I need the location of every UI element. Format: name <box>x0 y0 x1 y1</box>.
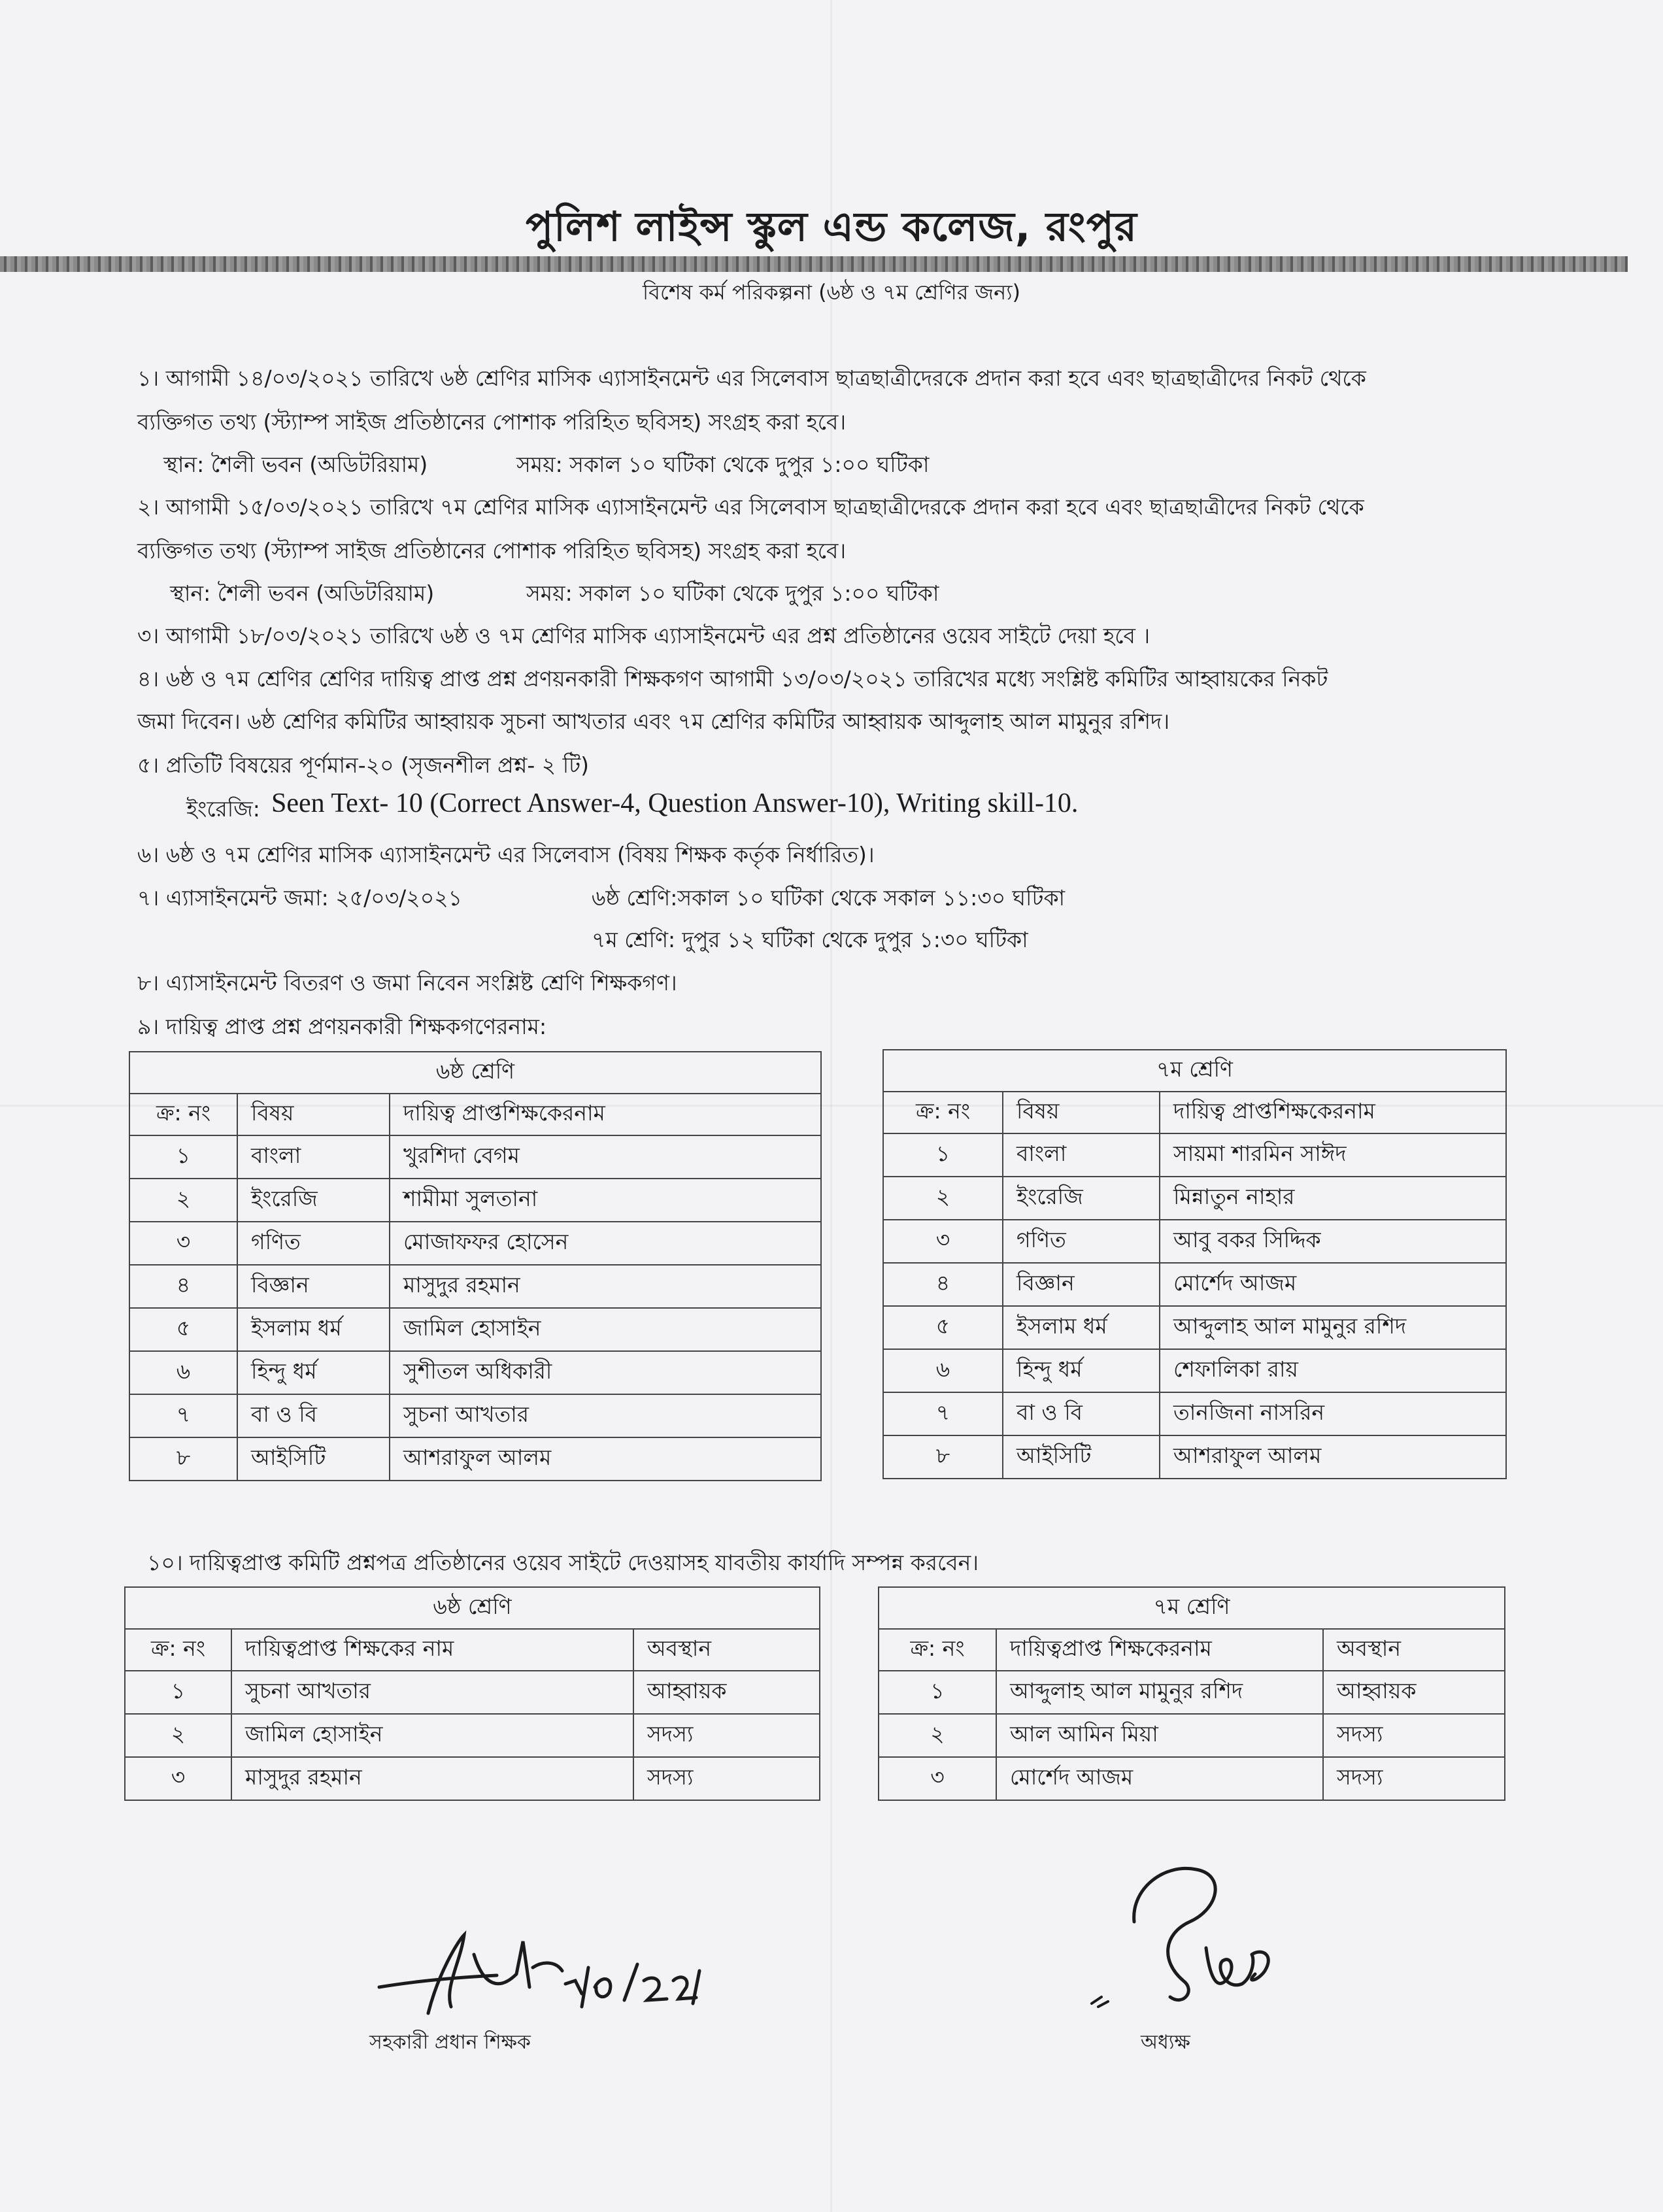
table-row <box>129 1394 821 1437</box>
item-9: ৯। দায়িত্ব প্রাপ্ত প্রশ্ন প্রণয়নকারী শিক্ষকগণেরনাম: <box>137 1014 547 1039</box>
teacher-cell: মোজাফফর হোসেন <box>390 1222 821 1265</box>
serial-cell: ৩ <box>883 1220 1003 1263</box>
subject-cell: গণিত <box>237 1222 390 1265</box>
teacher-cell: সায়মা শারমিন সাঈদ <box>1160 1133 1506 1177</box>
column-header: বিষয় <box>1003 1092 1160 1133</box>
table-row <box>883 1133 1506 1177</box>
item-7-class7-time: ৭ম শ্রেণি: দুপুর ১২ ঘটিকা থেকে দুপুর ১:৩০ ঘটিকা <box>592 927 1028 952</box>
table-row <box>883 1263 1506 1306</box>
table-row <box>129 1265 821 1308</box>
teacher-cell: সুচনা আখতার <box>390 1394 821 1437</box>
subject-cell: হিন্দু ধর্ম <box>1003 1349 1160 1392</box>
title-divider <box>0 256 1628 272</box>
role-cell: আহ্বায়ক <box>633 1671 820 1714</box>
assistant-head-label: সহকারী প্রধান শিক্ষক <box>369 2031 531 2054</box>
teacher-cell: মাসুদুর রহমান <box>390 1265 821 1308</box>
table-row <box>879 1671 1505 1714</box>
item-7-class6-time: ৬ষ্ঠ শ্রেণি:সকাল ১০ ঘটিকা থেকে সকাল ১১:৩০ ঘটিকা <box>592 885 1066 911</box>
serial-cell: ২ <box>879 1714 996 1757</box>
table-row <box>129 1351 821 1394</box>
column-header: ক্র: নং <box>125 1629 231 1671</box>
subject-cell: ইংরেজি <box>237 1179 390 1222</box>
table-row <box>129 1179 821 1222</box>
column-header: অবস্থান <box>1323 1629 1505 1671</box>
item-2-venue: স্থান: শৈলী ভবন (অডিটরিয়াম) <box>170 580 435 606</box>
column-header: অবস্থান <box>633 1629 820 1671</box>
table-row <box>125 1671 820 1714</box>
subject-cell: বিজ্ঞান <box>1003 1263 1160 1306</box>
column-header: বিষয় <box>237 1094 390 1135</box>
serial-cell: ৬ <box>129 1351 237 1394</box>
role-cell: সদস্য <box>633 1714 820 1757</box>
table-row <box>883 1220 1506 1263</box>
subject-cell: আইসিটি <box>237 1437 390 1481</box>
subject-cell: বা ও বি <box>237 1394 390 1437</box>
teacher-cell: জামিল হোসাইন <box>390 1308 821 1351</box>
subject-cell: ইংরেজি <box>1003 1177 1160 1220</box>
item-10: ১০। দায়িত্বপ্রাপ্ত কমিটি প্রশ্নপত্র প্রতিষ্ঠানের ওয়েব সাইটে দেওয়াসহ যাবতীয় কার্যাদি সম্পন্ন করবেন। <box>147 1550 979 1575</box>
subject-cell: বিজ্ঞান <box>237 1265 390 1308</box>
serial-cell: ১ <box>129 1135 237 1179</box>
item-5: ৫। প্রতিটি বিষয়ের পূর্ণমান-২০ (সৃজনশীল প্রশ্ন- ২ টি) <box>137 752 590 778</box>
column-header: দায়িত্ব প্রাপ্তশিক্ষকেরনাম <box>390 1094 821 1135</box>
column-header: দায়িত্বপ্রাপ্ত শিক্ষকেরনাম <box>996 1629 1323 1671</box>
committee-class6-table <box>124 1586 820 1801</box>
serial-cell: ৮ <box>883 1435 1003 1479</box>
serial-cell: ৪ <box>883 1263 1003 1306</box>
role-cell: আহ্বায়ক <box>1323 1671 1505 1714</box>
teacher-cell: শামীমা সুলতানা <box>390 1179 821 1222</box>
teachers-class7-table <box>882 1049 1507 1479</box>
principal-label: অধ্যক্ষ <box>1141 2031 1190 2054</box>
table-row <box>883 1177 1506 1220</box>
serial-cell: ৬ <box>883 1349 1003 1392</box>
item-3: ৩। আগামী ১৮/০৩/২০২১ তারিখে ৬ষ্ঠ ও ৭ম শ্রেণির মাসিক এ্যাসাইনমেন্ট এর প্রশ্ন প্রতিষ্ঠানের ওয়েব সাইটে দেয়া হবে । <box>137 623 1151 648</box>
table-row <box>883 1349 1506 1392</box>
item-6: ৬। ৬ষ্ঠ ও ৭ম শ্রেণির মাসিক এ্যাসাইনমেন্ট এর সিলেবাস (বিষয় শিক্ষক কর্তৃক নির্ধারিত)। <box>137 842 875 867</box>
table-row <box>879 1714 1505 1757</box>
column-header: ক্র: নং <box>129 1094 237 1135</box>
table-row <box>883 1392 1506 1435</box>
column-header: দায়িত্বপ্রাপ্ত শিক্ষকের নাম <box>231 1629 633 1671</box>
item-2-line-2: ব্যক্তিগত তথ্য (স্ট্যাম্প সাইজ প্রতিষ্ঠানের পোশাক পরিহিত ছবিসহ) সংগ্রহ করা হবে। <box>137 538 847 563</box>
serial-cell: ১ <box>883 1133 1003 1177</box>
teacher-cell: জামিল হোসাইন <box>231 1714 633 1757</box>
teacher-cell: শেফালিকা রায় <box>1160 1349 1506 1392</box>
table-row <box>129 1308 821 1351</box>
table-caption: ৬ষ্ঠ শ্রেণি <box>129 1052 821 1094</box>
subject-cell: গণিত <box>1003 1220 1160 1263</box>
column-header: দায়িত্ব প্রাপ্তশিক্ষকেরনাম <box>1160 1092 1506 1133</box>
document-subtitle: বিশেষ কর্ম পরিকল্পনা (৬ষ্ঠ ও ৭ম শ্রেণির জন্য) <box>643 280 1020 305</box>
serial-cell: ১ <box>125 1671 231 1714</box>
serial-cell: ৭ <box>883 1392 1003 1435</box>
serial-cell: ৩ <box>125 1757 231 1800</box>
teacher-cell: আব্দুলাহ আল মামুনুর রশিদ <box>996 1671 1323 1714</box>
teacher-cell: খুরশিদা বেগম <box>390 1135 821 1179</box>
teacher-cell: আল আমিন মিয়া <box>996 1714 1323 1757</box>
item-4-line-2: জমা দিবেন। ৬ষ্ঠ শ্রেণির কমিটির আহ্বায়ক সুচনা আখতার এবং ৭ম শ্রেণির কমিটির আহ্বায়ক আব্দুলাহ আল মামুনুর রশিদ। <box>137 709 1170 734</box>
teachers-class6-table <box>129 1051 822 1481</box>
item-8: ৮। এ্যাসাইনমেন্ট বিতরণ ও জমা নিবেন সংশ্লিষ্ট শ্রেণি শিক্ষকগণ। <box>137 970 677 996</box>
table-caption: ৬ষ্ঠ শ্রেণি <box>125 1587 820 1629</box>
item-2-time: সময়: সকাল ১০ ঘটিকা থেকে দুপুর ১:০০ ঘটিকা <box>526 580 939 606</box>
subject-cell: হিন্দু ধর্ম <box>237 1351 390 1394</box>
teacher-cell: আশরাফুল আলম <box>390 1437 821 1481</box>
table-caption: ৭ম শ্রেণি <box>883 1050 1506 1092</box>
serial-cell: ৭ <box>129 1394 237 1437</box>
subject-cell: ইসলাম ধর্ম <box>1003 1306 1160 1349</box>
teacher-cell: আশরাফুল আলম <box>1160 1435 1506 1479</box>
table-row <box>879 1757 1505 1800</box>
item-1-line-1: ১। আগামী ১৪/০৩/২০২১ তারিখে ৬ষ্ঠ শ্রেণির মাসিক এ্যাসাইনমেন্ট এর সিলেবাস ছাত্রছাত্রীদেরকে প্রদান করা হবে এবং ছাত্রছাত্রীদের নিকট থেকে <box>137 365 1366 391</box>
committee-class7-table <box>878 1586 1505 1801</box>
table-row <box>129 1222 821 1265</box>
table-row <box>129 1437 821 1481</box>
teacher-cell: আব্দুলাহ আল মামুনুর রশিদ <box>1160 1306 1506 1349</box>
role-cell: সদস্য <box>1323 1714 1505 1757</box>
subject-cell: আইসিটি <box>1003 1435 1160 1479</box>
teacher-cell: সুশীতল অধিকারী <box>390 1351 821 1394</box>
item-7-submission: ৭। এ্যাসাইনমেন্ট জমা: ২৫/০৩/২০২১ <box>137 885 463 911</box>
table-row <box>129 1135 821 1179</box>
item-4-line-1: ৪। ৬ষ্ঠ ও ৭ম শ্রেণির শ্রেণির দায়িত্ব প্রাপ্ত প্রশ্ন প্রণয়নকারী শিক্ষকগণ আগামী ১৩/০৩/২০২১ তারিখের মধ্যে সংশ্লিষ্ট কমিটির আহ্বায়কের নিকট <box>137 666 1328 692</box>
table-caption: ৭ম শ্রেণি <box>879 1587 1505 1629</box>
subject-cell: ইসলাম ধর্ম <box>237 1308 390 1351</box>
subject-cell: বাংলা <box>1003 1133 1160 1177</box>
serial-cell: ২ <box>129 1179 237 1222</box>
teacher-cell: মিন্নাতুন নাহার <box>1160 1177 1506 1220</box>
item-5-english-marks: Seen Text- 10 (Correct Answer-4, Question Answer-10), Writing skill-10. <box>271 788 1079 818</box>
column-header: ক্র: নং <box>883 1092 1003 1133</box>
item-1-venue: স্থান: শৈলী ভবন (অডিটরিয়াম) <box>163 452 428 477</box>
serial-cell: ২ <box>125 1714 231 1757</box>
serial-cell: ১ <box>879 1671 996 1714</box>
teacher-cell: মোর্শেদ আজম <box>996 1757 1323 1800</box>
item-1-time: সময়: সকাল ১০ ঘটিকা থেকে দুপুর ১:০০ ঘটিকা <box>516 452 930 477</box>
serial-cell: ৩ <box>129 1222 237 1265</box>
table-row <box>883 1306 1506 1349</box>
teacher-cell: মোর্শেদ আজম <box>1160 1263 1506 1306</box>
table-row <box>125 1757 820 1800</box>
role-cell: সদস্য <box>633 1757 820 1800</box>
subject-cell: বাংলা <box>237 1135 390 1179</box>
teacher-cell: আবু বকর সিদ্দিক <box>1160 1220 1506 1263</box>
serial-cell: ৫ <box>129 1308 237 1351</box>
item-1-line-2: ব্যক্তিগত তথ্য (স্ট্যাম্প সাইজ প্রতিষ্ঠানের পোশাক পরিহিত ছবিসহ) সংগ্রহ করা হবে। <box>137 409 847 435</box>
role-cell: সদস্য <box>1323 1757 1505 1800</box>
serial-cell: ৪ <box>129 1265 237 1308</box>
serial-cell: ৮ <box>129 1437 237 1481</box>
item-5-english-label: ইংরেজি: <box>186 796 260 822</box>
teacher-cell: মাসুদুর রহমান <box>231 1757 633 1800</box>
institution-title: পুলিশ লাইন্স স্কুল এন্ড কলেজ, রংপুর <box>526 203 1137 250</box>
subject-cell: বা ও বি <box>1003 1392 1160 1435</box>
assistant-head-signature <box>366 1915 706 2039</box>
serial-cell: ২ <box>883 1177 1003 1220</box>
teacher-cell: সুচনা আখতার <box>231 1671 633 1714</box>
table-row <box>883 1435 1506 1479</box>
teacher-cell: তানজিনা নাসরিন <box>1160 1392 1506 1435</box>
serial-cell: ৩ <box>879 1757 996 1800</box>
serial-cell: ৫ <box>883 1306 1003 1349</box>
item-2-line-1: ২। আগামী ১৫/০৩/২০২১ তারিখে ৭ম শ্রেণির মাসিক এ্যাসাইনমেন্ট এর সিলেবাস ছাত্রছাত্রীদেরকে প্রদান করা হবে এবং ছাত্রছাত্রীদের নিকট থেকে <box>137 494 1364 520</box>
column-header: ক্র: নং <box>879 1629 996 1671</box>
table-row <box>125 1714 820 1757</box>
principal-signature <box>1085 1850 1307 2026</box>
